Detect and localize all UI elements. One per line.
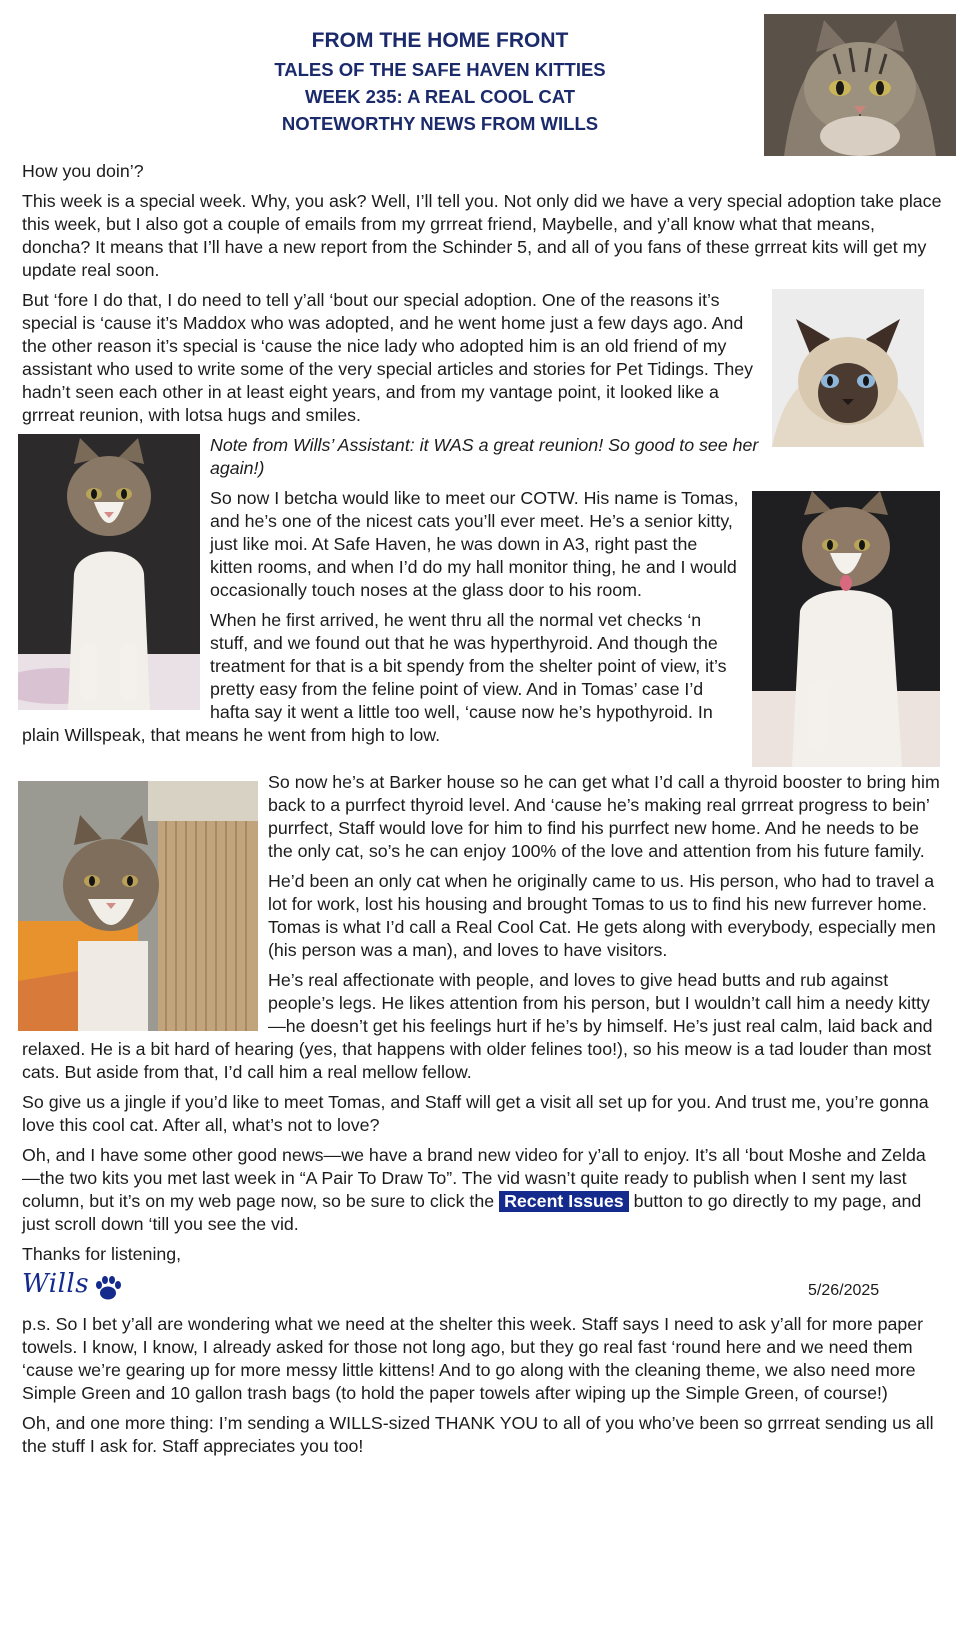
article-body [22,160,942,1465]
header-subtitle: TALES OF THE SAFE HAVEN KITTIES [274,59,606,80]
tomas-photo-licking [752,491,940,767]
recent-issues-button[interactable]: Recent Issues [499,1191,629,1212]
wills-photo [764,14,956,156]
paragraph-visit: So give us a jingle if you’d like to meet Tomas, and Staff will get a visit all set up for you. And trust me, you’re gonna love this cool cat. After all, what’s not to love? [22,1092,929,1135]
paragraph-only-cat: He’d been an only cat when he originally came to us. His person, who had to travel a lot for work, lost his housing and brought Tomas to us to find his new furrever home. Tomas is what I’d call a Real Cool Cat. He gets along with everybody, especially men (his person was a man), and loves to have visitors. [268,871,936,960]
paragraph-video [22,1144,942,1236]
video-text-part2: button to go directly to my page, and just scroll down ‘till you see the vid. [22,1191,922,1234]
signature-row [22,1269,942,1303]
postscript-thanks: Oh, and one more thing: I’m sending a WILLS-sized THANK YOU to all of you who’ve been so grrreat sending us all the stuff I ask for. Staff appreciates you too! [22,1413,934,1456]
header-week: WEEK 235: A REAL COOL CAT [305,86,575,107]
issue-date: 5/26/2025 [808,1282,880,1299]
paragraph-affectionate: He’s real affectionate with people, and loves to give head butts and rub against people’s legs. He likes attention from his person, but I wouldn’t call him a needy kitty—he doesn’t get his feelings hurt if he’s by himself. He’s just real calm, laid back and relaxed. He is a bit hard of hearing (yes, that happens with older felines too!), so his meow is a tad louder than most cats. But aside from that, I’d call him a real mellow fellow. [22,970,933,1082]
signature-name: Wills [22,1269,90,1299]
paw-print-icon [94,1275,122,1307]
paragraph-thyroid: When he first arrived, he went thru all the normal vet checks ‘n stuff, and we found out that he was hyperthyroid. And though the treatment for that is a bit spendy from the shelter point of view, it’s pretty easy from the feline point of view. And in Tomas’ case I’d hafta say it went a little too well, ‘cause now he’s hypothyroid. In plain Willspeak, that means he went from high to low. [22,610,727,745]
maddox-photo [772,289,924,447]
greeting: How you doin’? [22,161,144,181]
paragraph-meet-tomas: So now I betcha would like to meet our COTW. His name is Tomas, and he’s one of the nicest cats you’ll ever meet. He’s a senior kitty, just like moi. At Safe Haven, he was down in A3, right past the kitten rooms, and when I’d do my hall monitor thing, he and I would occasionally touch noses at the glass door to his room. [210,488,739,600]
header-byline: NOTEWORTHY NEWS FROM WILLS [281,113,599,134]
paragraph-intro: This week is a special week. Why, you ask? Well, I’ll tell you. Not only did we have a very special adoption take place this week, but I also got a couple of emails from my grrreat friend, Maybelle, and y’all know what that means, doncha? It means that I’ll have a new report from the Schinder 5, and all of you fans of these grrreat kits will get my update real soon. [22,191,942,280]
postscript-needs: p.s. So I bet y’all are wondering what we need at the shelter this week. Staff says I need to ask y’all for more paper towels. I know, I know, I already asked for those not long ago, but they go real fast ‘round here and we need them ‘cause we’re gearing up for more messy little kittens! And to go along with the cleaning theme, we also need more Simple Green and 10 gallon trash bags (to hold the paper towels after wiping up the Simple Green, of course!) [22,1314,924,1403]
video-text-part1: Oh, and I have some other good news—we have a brand new video for y’all to enjoy. It’s all ‘bout Moshe and Zelda—the two kits you met last week in “A Pair To Draw To”. The vid wasn’t quite ready to publish when I sent my last column, but it’s on my web page now, so be sure to click the [22,1145,926,1211]
paragraph-barker-house: So now he’s at Barker house so he can get what I’d call a thyroid booster to bring him back to a purrfect thyroid level. And ‘cause he’s making real grrreat progress to bein’ purrfect, Staff would love for him to find his purrfect new home. And he needs to be the only cat, so’s he can enjoy 100% of the love and attention from his future family. [268,772,940,861]
thanks-line: Thanks for listening, [22,1244,182,1264]
tomas-photo-scratcher [18,781,258,1031]
header-title: FROM THE HOME FRONT [311,29,569,52]
paragraph-adoption: But ‘fore I do that, I do need to tell y’all ‘bout our special adoption. One of the reasons it’s special is ‘cause it’s Maddox who was adopted, and he went home just a few days ago. And the other reason it’s special is ‘cause the nice lady who adopted him is an old friend of my assistant who used to write some of the very special articles and stories for Pet Tidings. They hadn’t seen each other in at least eight years, and from my vantage point, it looked like a grrreat reunion, with lotsa hugs and smiles. [22,290,754,425]
assistant-note: Note from Wills’ Assistant: it WAS a great reunion! So good to see her again!) [210,435,759,478]
newsletter-header [180,26,700,137]
tomas-photo-standing [18,434,200,710]
